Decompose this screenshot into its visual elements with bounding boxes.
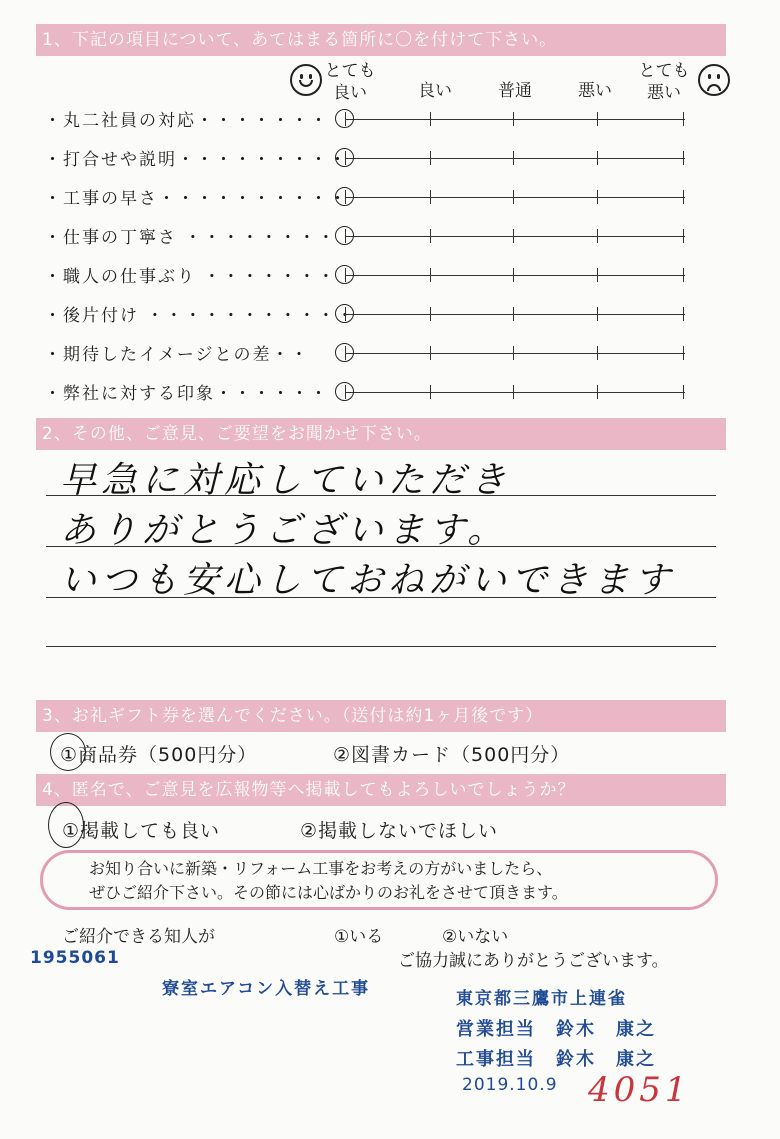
handwritten-comment-line-3: いつも安心しておねがいできます bbox=[60, 560, 676, 601]
rating-scale-line bbox=[345, 314, 685, 315]
comment-ruled-line bbox=[46, 495, 716, 496]
referral-option-yes[interactable]: ①いる bbox=[334, 927, 384, 947]
rating-circle-mark[interactable] bbox=[335, 187, 354, 206]
rating-scale-line bbox=[345, 119, 685, 120]
notice-line-2: ぜひご紹介下さい。その節には心ばかりのお礼をさせて頂きます。 bbox=[89, 883, 568, 902]
publish-option-no[interactable]: ②掲載しないでほしい bbox=[300, 820, 499, 842]
scale-label-very-bad: とても 悪い bbox=[638, 61, 690, 103]
section2-header: 2、その他、ご意見、ご要望をお聞かせ下さい。 bbox=[36, 418, 726, 450]
section4-header: 4、匿名で、ご意見を広報物等へ掲載してもよろしいでしょうか？ bbox=[36, 774, 726, 806]
selection-circle-mark bbox=[48, 802, 84, 848]
rating-circle-mark[interactable] bbox=[335, 343, 354, 362]
frowning-face-icon bbox=[698, 64, 730, 96]
referral-question: ご紹介できる知人が bbox=[62, 927, 215, 947]
address-stamp: 東京都三鷹市上連雀 bbox=[456, 989, 627, 1009]
referral-notice-box bbox=[40, 850, 718, 910]
rating-item-label: ・工事の早さ・・・・・・・・・・ bbox=[44, 189, 348, 209]
gift-option-book-card[interactable]: ②図書カード（500円分） bbox=[333, 744, 571, 766]
scale-label-very-good: とても 良い bbox=[324, 61, 376, 103]
rating-item-label: ・仕事の丁寧さ ・・・・・・・・ bbox=[44, 228, 337, 248]
rating-circle-mark[interactable] bbox=[335, 382, 354, 401]
rating-scale-line bbox=[345, 158, 685, 159]
project-name-stamp: 寮室エアコン入替え工事 bbox=[162, 979, 371, 999]
rating-scale-line bbox=[345, 236, 685, 237]
rating-item-label: ・職人の仕事ぶり ・・・・・・・ bbox=[44, 267, 337, 287]
thanks-message: ご協力誠にありがとうございます。 bbox=[398, 951, 669, 971]
rating-circle-mark[interactable] bbox=[335, 304, 354, 323]
rating-scale-line bbox=[345, 353, 685, 354]
referral-option-no[interactable]: ②いない bbox=[442, 927, 509, 947]
rating-circle-mark[interactable] bbox=[335, 109, 354, 128]
smiley-face-icon bbox=[290, 64, 322, 96]
comment-ruled-line bbox=[46, 597, 716, 598]
id-number-stamp: 1955061 bbox=[30, 948, 120, 968]
handwritten-comment-line-1: 早急に対応していただき bbox=[60, 460, 512, 501]
scale-label-bad: 悪い bbox=[578, 81, 612, 101]
rating-circle-mark[interactable] bbox=[335, 148, 354, 167]
comment-ruled-line bbox=[46, 546, 716, 547]
publish-option-yes[interactable]: ①掲載しても良い bbox=[62, 820, 221, 842]
rating-circle-mark[interactable] bbox=[335, 265, 354, 284]
gift-option-coupon[interactable]: ①商品券（500円分） bbox=[60, 744, 258, 766]
rating-scale-line bbox=[345, 197, 685, 198]
rating-scale-line bbox=[345, 392, 685, 393]
rating-item-label: ・期待したイメージとの差・・ bbox=[44, 345, 310, 365]
notice-line-1: お知り合いに新築・リフォーム工事をお考えの方がいましたら、 bbox=[89, 859, 553, 878]
scale-label-average: 普通 bbox=[498, 81, 532, 101]
comment-ruled-line bbox=[46, 646, 716, 647]
rating-circle-mark[interactable] bbox=[335, 226, 354, 245]
selection-circle-mark bbox=[50, 733, 86, 771]
rating-item-label: ・丸二社員の対応・・・・・・・ bbox=[44, 111, 329, 131]
handwritten-number: 4051 bbox=[588, 1070, 691, 1110]
handwritten-comment-line-2: ありがとうございます。 bbox=[60, 510, 509, 551]
section3-header: 3、お礼ギフト券を選んでください。（送付は約1ヶ月後です） bbox=[36, 700, 726, 732]
rating-item-label: ・弊社に対する印象・・・・・・ bbox=[44, 384, 329, 404]
sales-staff-stamp: 営業担当 鈴木 康之 bbox=[456, 1019, 656, 1040]
scale-label-good: 良い bbox=[418, 81, 452, 101]
construction-staff-stamp: 工事担当 鈴木 康之 bbox=[456, 1049, 656, 1070]
date-stamp: 2019.10.9 bbox=[462, 1075, 558, 1095]
rating-scale-line bbox=[345, 275, 685, 276]
section1-header: 1、下記の項目について、あてはまる箇所に〇を付けて下さい。 bbox=[36, 24, 726, 56]
rating-item-label: ・後片付け ・・・・・・・・・・・ bbox=[44, 306, 356, 326]
rating-item-label: ・打合せや説明・・・・・・・・・ bbox=[44, 150, 348, 170]
